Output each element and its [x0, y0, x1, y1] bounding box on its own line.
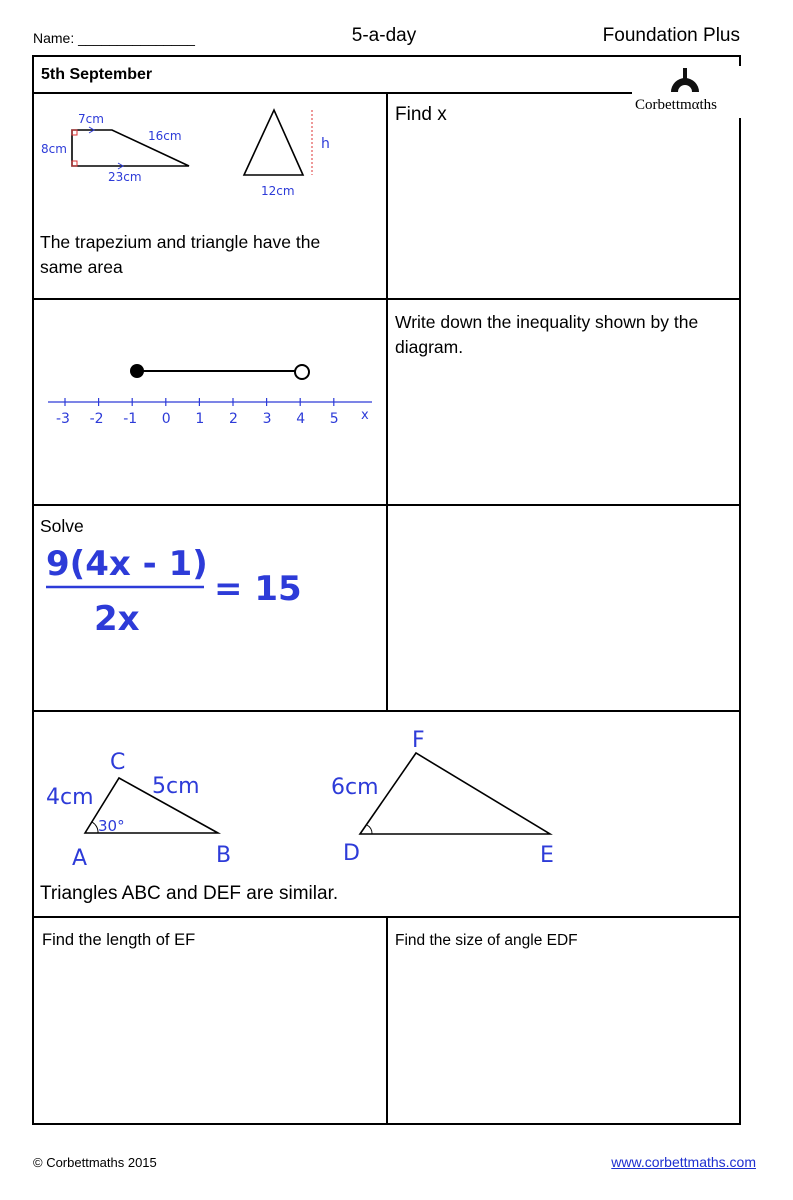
corbettmaths-logo — [632, 66, 742, 118]
date-label: 5th September — [41, 66, 153, 83]
number-line-tick-label: -3 — [56, 411, 70, 427]
side-ac-label: 4cm — [46, 785, 94, 810]
triangle-base-label: 12cm — [261, 184, 295, 198]
equation-denominator: 2x — [94, 599, 140, 639]
closed-endpoint — [130, 364, 144, 378]
trapezium-bottom-label: 23cm — [108, 170, 142, 184]
vertex-d-label: D — [343, 841, 360, 866]
angle-a-label: 30° — [98, 817, 125, 835]
trapezium-top-label: 7cm — [78, 112, 104, 126]
vertex-b-label: B — [216, 843, 232, 868]
triangle-def — [360, 753, 550, 834]
logo-text: Corbettmαths — [635, 97, 718, 113]
level-label: Foundation Plus — [602, 25, 740, 46]
vertex-e-label: E — [540, 843, 554, 868]
q1-answer-prompt: Find x — [395, 104, 447, 125]
area-diagram — [34, 94, 386, 214]
number-line-tick-label: -2 — [89, 411, 104, 427]
equation-numerator: 9(4x - 1) — [46, 544, 208, 584]
number-line-diagram — [34, 300, 386, 504]
number-line-tick-label: 4 — [296, 411, 306, 427]
q1-text-line1: The trapezium and triangle have the — [40, 232, 321, 252]
number-line-tick-label: -1 — [123, 411, 138, 427]
open-endpoint — [295, 365, 309, 379]
vertex-c-label: C — [110, 750, 126, 775]
corbettmaths-logo-icon — [667, 66, 703, 96]
equation-rhs: = 15 — [214, 569, 302, 609]
q4b-prompt: Find the size of angle EDF — [395, 932, 578, 949]
q2-prompt — [395, 310, 698, 360]
copyright: © Corbettmaths 2015 — [33, 1155, 157, 1170]
triangle-height-label: h — [321, 136, 330, 152]
website-link[interactable]: www.corbettmaths.com — [611, 1154, 756, 1170]
trapezium-slant-label: 16cm — [148, 129, 182, 143]
q3-prompt: Solve — [40, 516, 84, 536]
axis-x-label: x — [361, 408, 369, 423]
side-cb-label: 5cm — [152, 774, 200, 799]
vertex-f-label: F — [412, 728, 425, 753]
q1-text — [40, 230, 320, 280]
q1-text-line2: same area — [40, 257, 123, 277]
q2-prompt-line2: diagram. — [395, 337, 464, 357]
name-field-label: Name: _______________ — [33, 30, 195, 46]
number-line-tick-label: 1 — [195, 411, 205, 427]
worksheet-title: 5-a-day — [351, 25, 417, 46]
triangle-shape — [244, 110, 303, 175]
similar-triangles-diagram — [34, 712, 739, 882]
trapezium-left-label: 8cm — [41, 142, 67, 156]
number-line-tick-label: 3 — [262, 411, 272, 427]
number-line-tick-label: 0 — [161, 411, 171, 427]
equation — [34, 536, 386, 646]
q4-statement: Triangles ABC and DEF are similar. — [40, 883, 339, 904]
vertex-a-label: A — [72, 846, 88, 871]
q2-prompt-line1: Write down the inequality shown by the — [395, 312, 699, 332]
q4a-prompt: Find the length of EF — [42, 931, 196, 949]
number-line-tick-label: 5 — [329, 411, 339, 427]
side-df-label: 6cm — [331, 775, 379, 800]
number-line-tick-label: 2 — [229, 411, 238, 427]
